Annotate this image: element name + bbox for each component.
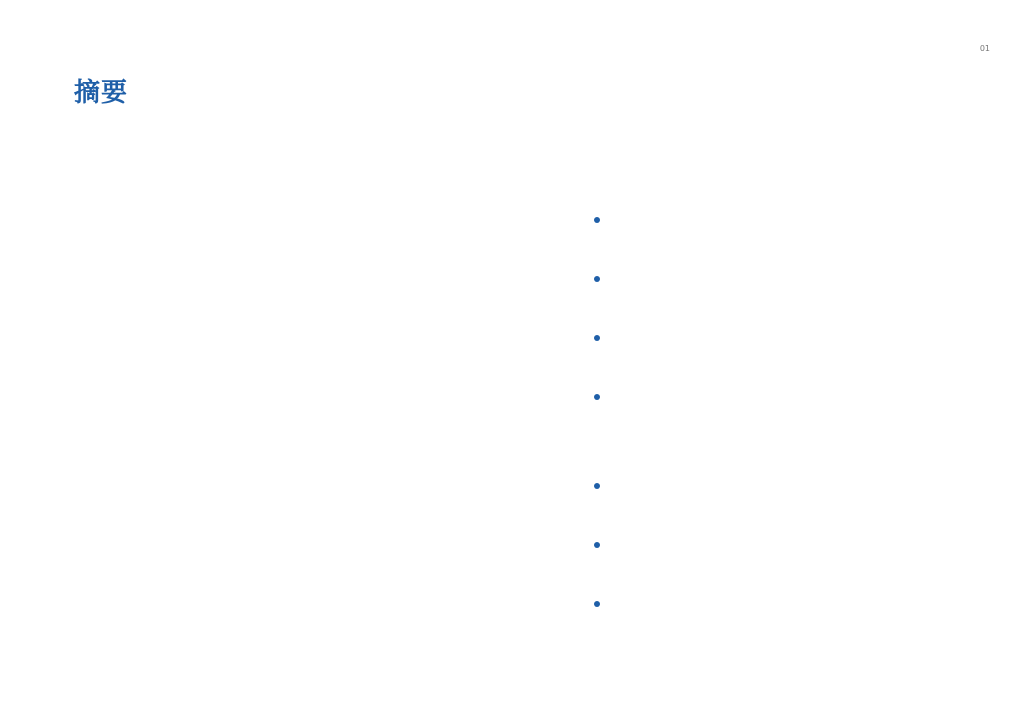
- list-item: [594, 214, 968, 260]
- right-column: [594, 114, 968, 657]
- list-item: [594, 598, 968, 644]
- left-paragraph: [74, 254, 448, 316]
- page-title: 摘要: [74, 78, 129, 108]
- list-item: [594, 539, 968, 585]
- list-item: [594, 480, 968, 526]
- bullet-icon: [594, 601, 600, 607]
- list-item: [594, 391, 968, 437]
- left-paragraph: [74, 114, 448, 176]
- lead-heading-2: [594, 450, 968, 466]
- lead-heading-1: [594, 184, 968, 200]
- bullet-icon: [594, 394, 600, 400]
- left-paragraph: [74, 324, 448, 386]
- bullet-icon: [594, 335, 600, 341]
- left-paragraph: [74, 394, 448, 456]
- list-item: [594, 273, 968, 319]
- list-item: [594, 332, 968, 378]
- page-number: 01: [979, 44, 990, 53]
- bullet-icon: [594, 542, 600, 548]
- intro-paragraph: [594, 114, 968, 176]
- bullet-icon: [594, 483, 600, 489]
- bullet-icon: [594, 276, 600, 282]
- bullet-icon: [594, 217, 600, 223]
- left-column: [74, 114, 448, 464]
- left-paragraph: [74, 184, 448, 246]
